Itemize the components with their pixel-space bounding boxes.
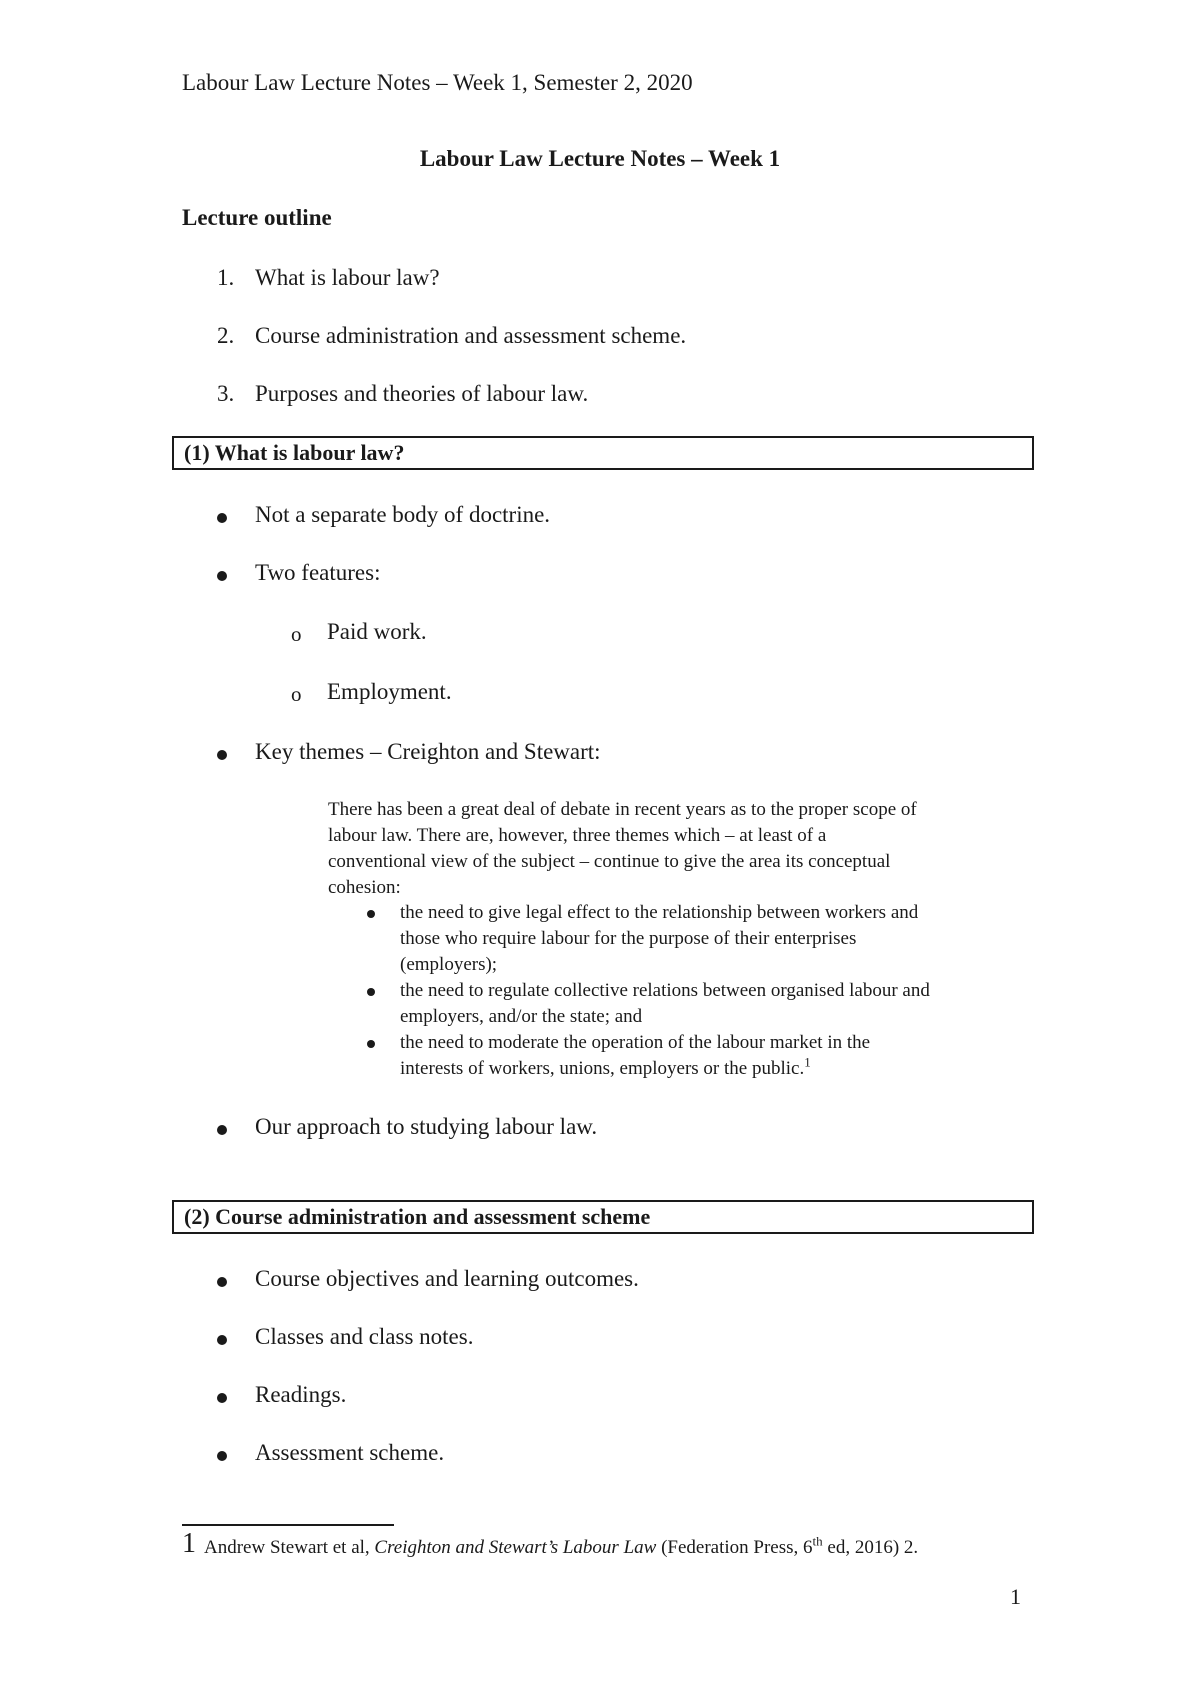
quote-line: There has been a great deal of debate in recent years as to the proper scope of xyxy=(328,799,917,820)
quote-bullet-line: employers, and/or the state; and xyxy=(400,1006,643,1027)
bullet-icon xyxy=(217,1125,227,1135)
outline-heading: Lecture outline xyxy=(182,205,332,230)
list-item-text: Course objectives and learning outcomes. xyxy=(255,1266,639,1291)
section-1-heading: (1) What is labour law? xyxy=(172,436,1034,470)
bullet-icon xyxy=(367,988,375,996)
page-number: 1 xyxy=(1010,1584,1021,1609)
sub-bullet-icon: o xyxy=(291,622,302,646)
bullet-icon xyxy=(217,750,227,760)
quote-bullet-line: the need to moderate the operation of the labour market in the xyxy=(400,1032,871,1053)
footnote-number: 1 xyxy=(182,1528,196,1559)
quote-bullet-line: the need to give legal effect to the relationship between workers and xyxy=(400,902,919,923)
footnote-edition-suffix: th xyxy=(812,1533,823,1549)
list-item-text: Classes and class notes. xyxy=(255,1324,474,1349)
bullet-icon xyxy=(217,1277,227,1287)
bullet-icon xyxy=(217,571,227,581)
bullet-icon xyxy=(217,1393,227,1403)
sub-list-item-text: Paid work. xyxy=(327,619,427,644)
quote-bullet-line xyxy=(400,1056,811,1082)
quote-bullet-line-text: interests of workers, unions, employers or the public. xyxy=(400,1058,805,1079)
footnote-separator xyxy=(182,1524,394,1526)
bullet-icon xyxy=(367,1040,375,1048)
outline-item-text: Course administration and assessment scheme. xyxy=(255,323,687,348)
list-item-text: Our approach to studying labour law. xyxy=(255,1114,598,1139)
quote-line: conventional view of the subject – continue to give the area its conceptual xyxy=(328,851,891,872)
quote-line: labour law. There are, however, three themes which – at least of a xyxy=(328,825,827,846)
footnote-author: Andrew Stewart et al, xyxy=(204,1537,375,1558)
list-item-text: Readings. xyxy=(255,1382,347,1407)
list-item-text: Not a separate body of doctrine. xyxy=(255,502,551,527)
bullet-icon xyxy=(217,1335,227,1345)
quote-line: cohesion: xyxy=(328,877,401,898)
sub-bullet-icon: o xyxy=(291,682,302,706)
list-item-text: Key themes – Creighton and Stewart: xyxy=(255,739,601,764)
outline-item-number: 1. xyxy=(217,265,235,290)
quote-bullet-line: those who require labour for the purpose of their enterprises xyxy=(400,928,857,949)
footnote-edition-rest: ed, 2016) 2. xyxy=(822,1537,919,1558)
outline-item-text: What is labour law? xyxy=(255,265,440,290)
bullet-icon xyxy=(217,513,227,523)
outline-item-number: 3. xyxy=(217,381,235,406)
document-title: Labour Law Lecture Notes – Week 1 xyxy=(419,146,781,171)
running-header: Labour Law Lecture Notes – Week 1, Semester 2, 2020 xyxy=(182,70,693,95)
bullet-icon xyxy=(367,910,375,918)
footnote-text xyxy=(204,1533,919,1559)
bullet-icon xyxy=(217,1451,227,1461)
list-item-text: Two features: xyxy=(255,560,381,585)
list-item-text: Assessment scheme. xyxy=(255,1440,445,1465)
footnote-reference[interactable]: 1 xyxy=(804,1054,811,1070)
quote-bullet-line: the need to regulate collective relations between organised labour and xyxy=(400,980,930,1001)
sub-list-item-text: Employment. xyxy=(327,679,452,704)
quote-bullet-line: (employers); xyxy=(400,954,498,975)
footnote-book-title: Creighton and Stewart’s Labour Law xyxy=(374,1537,657,1558)
outline-item-number: 2. xyxy=(217,323,235,348)
outline-item-text: Purposes and theories of labour law. xyxy=(255,381,589,406)
section-2-heading: (2) Course administration and assessment scheme xyxy=(172,1200,1034,1234)
footnote-publisher: (Federation Press, 6 xyxy=(656,1537,813,1558)
